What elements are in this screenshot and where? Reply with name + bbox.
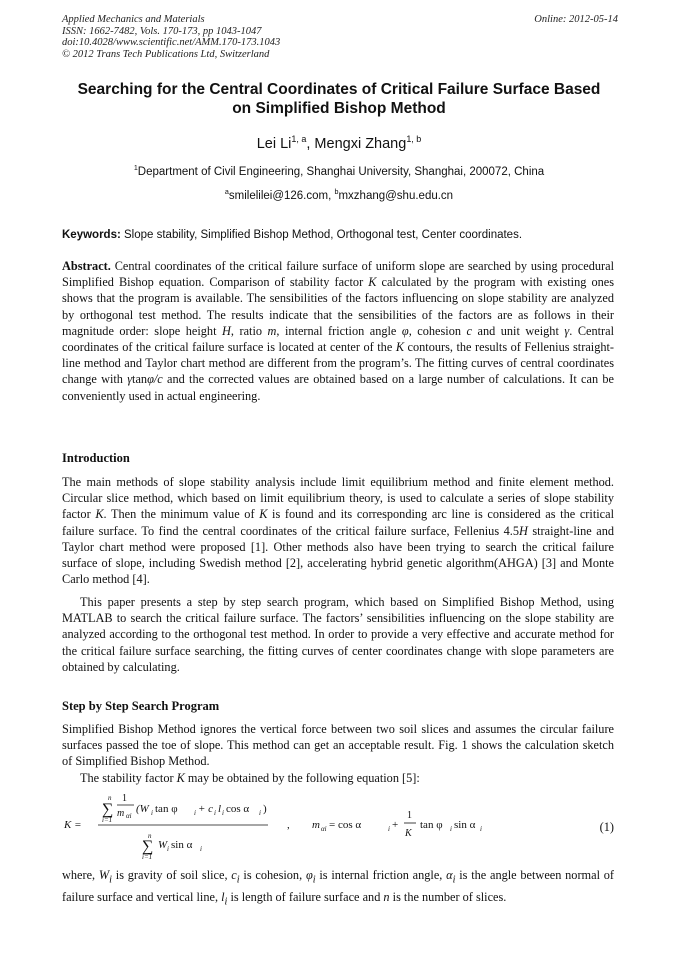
var-K: K [95, 507, 104, 522]
online-date: Online: 2012-05-14 [534, 14, 618, 25]
eq-den-sum-top: n [148, 832, 152, 840]
abstract-text: , cohesion [408, 323, 467, 338]
where-paragraph [62, 867, 614, 910]
var-K: K [395, 340, 405, 355]
intro-text: is found and its corresponding arc line is considered as the critical failure surface. To find the central coordinates of the critical failure surface, Fellenius 4.5 [62, 507, 614, 538]
eq-cos-alpha: cos α [226, 803, 250, 815]
section-heading-introduction: Introduction [62, 451, 130, 465]
abstract-paragraph [62, 258, 614, 404]
email-a[interactable]: smilelilei@126.com, [228, 190, 335, 202]
step-text: The stability factor [80, 771, 177, 785]
eq-rhs-alpha-sub: i [388, 825, 390, 833]
keywords [62, 229, 618, 241]
sub-i: i [452, 874, 456, 886]
where-text: is the number of slices. [389, 889, 507, 904]
eq-sum-bot: i=1 [102, 816, 113, 824]
eq-rhs-cos: = cos α [329, 819, 362, 831]
eq-rhs-plus: + [392, 819, 399, 831]
eq-rhs-phi-sub: i [450, 825, 452, 833]
author-1-name: Lei Li [256, 136, 292, 152]
var-phi-over-c: φ/c [147, 372, 163, 387]
sub-i: i [312, 874, 316, 886]
eq-close-paren: ) [263, 803, 267, 815]
running-header [62, 14, 618, 60]
var-c: c [466, 323, 472, 338]
var-m: m [267, 323, 277, 338]
where-text: is cohesion, [239, 868, 306, 882]
eq-rhs-m: m [312, 819, 320, 831]
eq-K: K = [64, 819, 82, 831]
equation-number: (1) [599, 820, 614, 834]
eq-den-W-sub: i [167, 845, 169, 853]
where-text: is the angle between normal of failure surface and vertical line, [62, 868, 614, 904]
author-list [0, 136, 678, 152]
eq-W: (W [136, 803, 149, 815]
intro-paragraph-1 [62, 474, 614, 587]
eq-sigma: ∑ [102, 801, 114, 818]
eq-c-sub: i [214, 809, 216, 817]
section-heading-step-search: Step by Step Search Program [62, 699, 220, 713]
step-text: may be obtained by the following equation [5]: [184, 771, 420, 785]
copyright-line: © 2012 Trans Tech Publications Ltd, Switzerland [62, 48, 270, 60]
where-text: is internal friction angle, [315, 868, 447, 882]
eq-plus-c: + c [198, 803, 214, 815]
affiliation-text: Department of Civil Engineering, Shanghai University, Shanghai, 200072, China [137, 166, 545, 178]
eq-phi-sub: i [194, 809, 196, 817]
affiliation [0, 166, 678, 178]
var-H: H [518, 523, 528, 538]
email-mark-a: a [224, 188, 229, 197]
journal-name: Applied Mechanics and Materials [62, 14, 205, 25]
where-text: is gravity of soil slice, [112, 868, 232, 882]
keywords-label: Keywords: [62, 229, 121, 241]
eq-tan-phi: tan φ [155, 803, 178, 815]
eq-one: 1 [122, 793, 127, 804]
var-K: K [176, 771, 185, 785]
intro-text: The main methods of slope stability analysis include limit equilibrium method and finite element method. Circular slice method, which based on limit equilibrium theory, is used to calculate a series of slope stability factor [62, 475, 614, 522]
sub-i: i [224, 896, 228, 908]
eq-den-sin: sin α [171, 839, 193, 851]
abstract-text: calculated by the program with existing ones shows that the program is available. The sensibilities of the factors influencing on slope stability are analyzed by orthogonal test method. The results indicate that the sensibilities of the factors are as follows in their magnitude order: slope height [62, 275, 614, 338]
var-K: K [259, 507, 268, 522]
doi-line: doi:10.4028/www.scientific.net/AMM.170-173.1043 [62, 37, 281, 48]
eq-alpha-sub: i [259, 809, 261, 817]
func-tan: tan [132, 372, 148, 387]
eq-den-alpha-sub: i [200, 845, 202, 853]
var-c: c [231, 868, 237, 882]
author-emails [0, 190, 678, 202]
abstract-text: contours, the results of Fellenius straight-line method and Taylor chart method are different from the program’s. The fitting curves of central coordinates change with [62, 340, 615, 387]
var-phi: φ [401, 323, 409, 338]
issn-line: ISSN: 1662-7482, Vols. 170-173, pp 1043-1047 [62, 25, 262, 37]
eq-den-W: W [158, 839, 168, 851]
eq-rhs-one: 1 [407, 810, 412, 821]
var-n: n [383, 889, 390, 904]
var-gamma: γ [564, 323, 570, 338]
title-line-1: Searching for the Central Coordinates of Critical Failure Surface Based [77, 81, 601, 98]
eq-den-sigma: ∑ [142, 838, 154, 855]
abstract-text: and unit weight [471, 323, 565, 338]
eq-m-sub: αi [126, 812, 132, 820]
var-W: W [98, 868, 110, 882]
eq-comma: , [287, 819, 290, 831]
eq-rhs-alpha-sub: i [480, 825, 482, 833]
sub-i: i [109, 874, 112, 886]
author-1-affil-mark: 1, a [291, 134, 307, 145]
abstract-text: , internal friction angle [276, 323, 402, 338]
step-paragraph-1: Simplified Bishop Method ignores the vertical force between two soil slices and assumes the circular failure surfaces passed the toe of slope. This method can get an acceptable result. Fig. 1 shows the calculation sketch of Simplified Bishop Method. [62, 722, 614, 769]
email-mark-b: b [334, 188, 339, 197]
eq-rhs-tan: tan φ [420, 819, 443, 831]
abstract-text: Central coordinates of the critical failure surface of uniform slope are searched by using procedural Simplified Bishop equation. Comparison of stability factor [62, 259, 614, 290]
var-phi: φ [305, 868, 313, 882]
eq-rhs-sin: sin α [454, 819, 476, 831]
equation-1 [62, 788, 614, 860]
where-text: where, [62, 868, 99, 882]
eq-rhs-m-sub: αi [321, 825, 327, 833]
var-H: H [222, 323, 231, 338]
author-2-name: Mengxi Zhang [314, 136, 407, 152]
author-2-affil-mark: 1, b [406, 134, 422, 145]
author-separator: , [306, 136, 315, 152]
eq-rhs-K: K [405, 828, 412, 839]
keywords-text: Slope stability, Simplified Bishop Method, Orthogonal test, Center coordinates. [120, 229, 523, 241]
eq-den-sum-bot: i=1 [142, 853, 153, 860]
abstract-text: . Central coordinates of the critical failure surface is located at center of the [62, 323, 615, 355]
intro-paragraph-2: This paper presents a step by step search program, which based on Simplified Bishop Method, using MATLAB to search the critical failure surface. The factors’ sensibilities influencing on the slope stability are analyzed according to the orthogonal test method. In order to provide a very effective and accurate method for the critical failure surface searching, the fitting curves of center coordinates change with slope parameters are obtained by calculating. [62, 595, 614, 674]
step-paragraph-2 [62, 770, 614, 786]
where-text: is length of failure surface and [227, 889, 384, 904]
abstract-text: , ratio [230, 323, 268, 338]
affiliation-mark: 1 [133, 164, 138, 173]
sub-i: i [236, 874, 240, 886]
var-K: K [368, 275, 377, 290]
intro-text: straight-line and Taylor chart method were proposed [1]. Other methods also have been trying to search the critical failure surface of slope, including Swedish method [2], accelerating hybrid genetic algorithm(AHGA) [3] and Monte Carlo method [4]. [62, 523, 614, 587]
eq-l-sub: i [222, 809, 224, 817]
paper-title [40, 80, 638, 118]
abstract-text: and the corrected values are obtained based on a large number of calculations. It can be conveniently used in actual engineering. [62, 372, 614, 403]
eq-m-alpha: m [117, 808, 125, 819]
var-gamma: γ [127, 372, 133, 387]
title-line-2: on Simplified Bishop Method [232, 100, 446, 117]
abstract-label: Abstract. [62, 259, 111, 273]
equation-graphic [62, 788, 614, 860]
eq-sum-top: n [108, 794, 112, 802]
eq-W-sub: i [151, 809, 153, 817]
intro-text: . Then the minimum value of [103, 507, 260, 522]
var-l: l [221, 889, 225, 904]
email-b[interactable]: mxzhang@shu.edu.cn [338, 190, 454, 202]
eq-l: l [218, 803, 222, 815]
var-alpha: α [446, 868, 453, 882]
